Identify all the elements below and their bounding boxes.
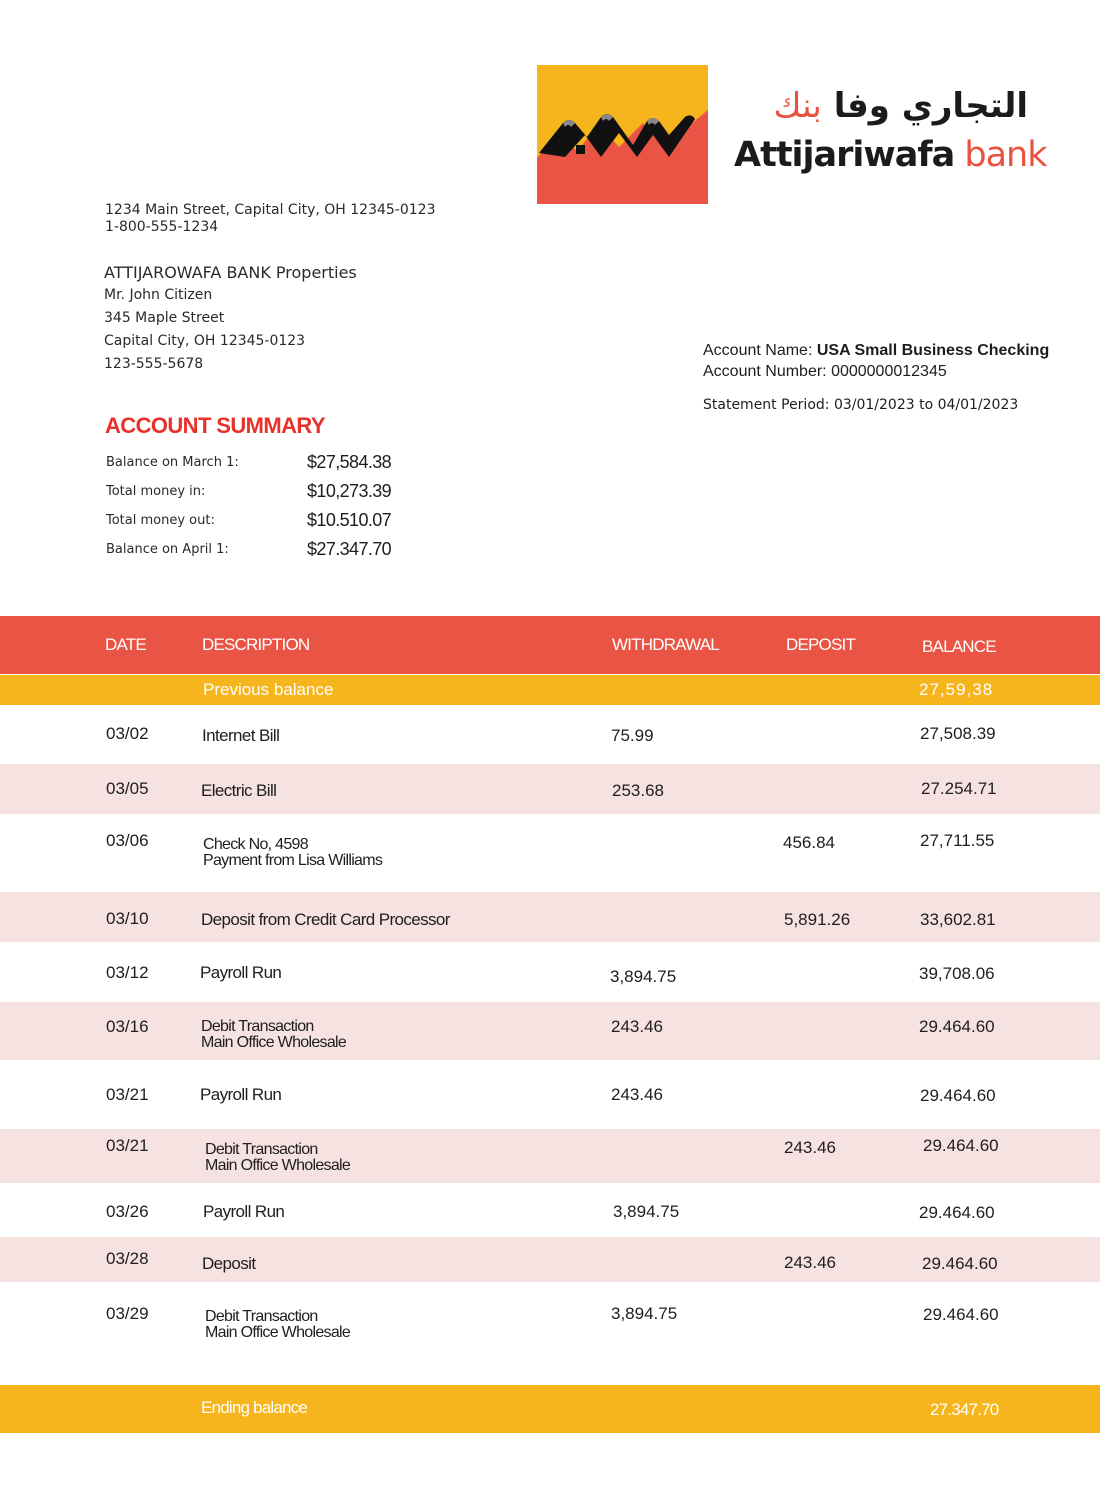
logo-latin-accent: bank	[964, 135, 1047, 175]
row-date: 03/26	[106, 1202, 149, 1221]
account-number-line	[703, 361, 1049, 382]
table-row	[0, 1183, 1100, 1237]
row-description: Deposit from Credit Card Processor	[201, 910, 450, 929]
ending-balance-label: Ending balance	[201, 1398, 308, 1417]
row-description-detail: Main Office Wholesale	[205, 1157, 351, 1174]
row-date: 03/21	[106, 1136, 149, 1155]
row-description: Internet Bill	[202, 726, 280, 745]
row-withdrawal: 243.46	[611, 1017, 663, 1036]
transactions-table-header	[0, 616, 1100, 674]
summary-label: Balance on March 1:	[106, 455, 239, 470]
bank-street: 1234 Main Street, Capital City, OH 12345-0123	[105, 202, 436, 218]
customer-city: Capital City, OH 12345-0123	[104, 333, 306, 349]
header-withdrawal: WITHDRAWAL	[612, 635, 719, 654]
table-row	[0, 764, 1100, 814]
row-withdrawal: 3,894.75	[610, 967, 677, 986]
table-row	[0, 1060, 1100, 1129]
row-balance: 39,708.06	[919, 964, 995, 983]
row-deposit: 243.46	[784, 1253, 836, 1272]
row-balance: 29.464.60	[919, 1017, 995, 1036]
row-withdrawal: 253.68	[612, 781, 664, 800]
row-balance: 29.464.60	[920, 1086, 996, 1105]
bank-phone: 1-800-555-1234	[105, 219, 219, 235]
row-withdrawal: 3,894.75	[611, 1304, 678, 1323]
row-date: 03/10	[106, 909, 149, 928]
row-description: Deposit	[202, 1254, 256, 1273]
row-balance: 29.464.60	[923, 1305, 999, 1324]
summary-row	[106, 508, 406, 537]
row-description-detail: Main Office Wholesale	[201, 1034, 347, 1051]
row-description-detail: Payment from Lisa Williams	[203, 852, 383, 869]
table-row	[0, 1129, 1100, 1183]
row-balance: 33,602.81	[920, 910, 996, 929]
table-row	[0, 705, 1100, 764]
statement-period: Statement Period: 03/01/2023 to 04/01/2023	[703, 397, 1019, 413]
summary-row	[106, 479, 406, 508]
row-description: Payroll Run	[200, 1085, 282, 1104]
summary-value: $10,273.39	[307, 481, 392, 501]
summary-row	[106, 450, 406, 479]
header-description: DESCRIPTION	[202, 635, 310, 654]
summary-label: Total money out:	[106, 513, 215, 528]
row-balance: 29.464.60	[919, 1203, 995, 1222]
customer-phone: 123-555-5678	[104, 356, 204, 372]
previous-balance-label: Previous balance	[203, 680, 334, 699]
account-name-label: Account Name:	[703, 342, 813, 359]
row-description: Payroll Run	[203, 1202, 285, 1221]
row-withdrawal: 75.99	[611, 726, 654, 745]
ending-balance-value: 27.347.70	[930, 1400, 999, 1419]
header-date: DATE	[105, 635, 146, 654]
account-summary-title: ACCOUNT SUMMARY	[105, 413, 325, 438]
row-date: 03/02	[106, 724, 149, 743]
row-balance: 29.464.60	[922, 1254, 998, 1273]
previous-balance-value: 27,59,38	[919, 680, 994, 699]
logo-emblem-icon	[537, 65, 708, 204]
summary-label: Balance on April 1:	[106, 542, 229, 557]
logo-latin-main: Attijariwafa	[734, 135, 955, 175]
row-date: 03/28	[106, 1249, 149, 1268]
row-deposit: 5,891.26	[784, 910, 851, 929]
table-row	[0, 1282, 1100, 1385]
header-deposit: DEPOSIT	[786, 635, 856, 654]
row-date: 03/21	[106, 1085, 149, 1104]
row-description: Debit Transaction	[201, 1018, 314, 1035]
row-balance: 27.254.71	[921, 779, 997, 798]
row-description-detail: Main Office Wholesale	[205, 1324, 351, 1341]
row-date: 03/16	[106, 1017, 149, 1036]
logo-arabic-accent: بنك	[773, 86, 822, 126]
row-date: 03/05	[106, 779, 149, 798]
summary-value: $10.510.07	[307, 510, 392, 530]
row-withdrawal: 243.46	[611, 1085, 663, 1104]
customer-street: 345 Maple Street	[104, 310, 225, 326]
table-row	[0, 1237, 1100, 1282]
customer-name: Mr. John Citizen	[104, 287, 213, 303]
row-date: 03/29	[106, 1304, 149, 1323]
bank-logo-mark	[537, 65, 708, 204]
logo-latin-name	[734, 133, 1046, 177]
account-name-line	[703, 340, 1049, 361]
logo-arabic-name	[732, 84, 1028, 128]
table-row	[0, 1002, 1100, 1060]
row-deposit: 456.84	[783, 833, 835, 852]
logo-arabic-main: التجاري وفا	[833, 86, 1028, 126]
table-row	[0, 892, 1100, 942]
row-description: Debit Transaction	[205, 1141, 318, 1158]
customer-company: ATTIJAROWAFA BANK Properties	[104, 263, 357, 282]
account-info	[703, 340, 1049, 382]
row-description: Payroll Run	[200, 963, 282, 982]
row-date: 03/06	[106, 831, 149, 850]
table-row	[0, 814, 1100, 892]
header-balance: BALANCE	[922, 637, 996, 656]
row-description: Debit Transaction	[205, 1308, 318, 1325]
account-number-value: 0000000012345	[831, 363, 947, 380]
table-row	[0, 942, 1100, 1002]
row-balance: 27,711.55	[920, 831, 995, 850]
previous-balance-row	[0, 675, 1100, 705]
summary-value: $27,584.38	[307, 452, 392, 472]
row-balance: 27,508.39	[920, 724, 996, 743]
row-deposit: 243.46	[784, 1138, 836, 1157]
summary-label: Total money in:	[106, 484, 206, 499]
bank-address	[105, 202, 435, 236]
summary-value: $27.347.70	[307, 539, 392, 559]
account-number-label: Account Number:	[703, 363, 827, 380]
row-description: Check No, 4598	[203, 836, 308, 853]
account-name-value: USA Small Business Checking	[816, 342, 1050, 359]
row-balance: 29.464.60	[923, 1136, 999, 1155]
summary-row	[106, 537, 406, 566]
customer-address	[104, 262, 357, 376]
row-withdrawal: 3,894.75	[613, 1202, 680, 1221]
row-date: 03/12	[106, 963, 149, 982]
ending-balance-row	[0, 1385, 1100, 1433]
row-description: Electric Bill	[201, 781, 277, 800]
account-summary	[106, 450, 406, 566]
